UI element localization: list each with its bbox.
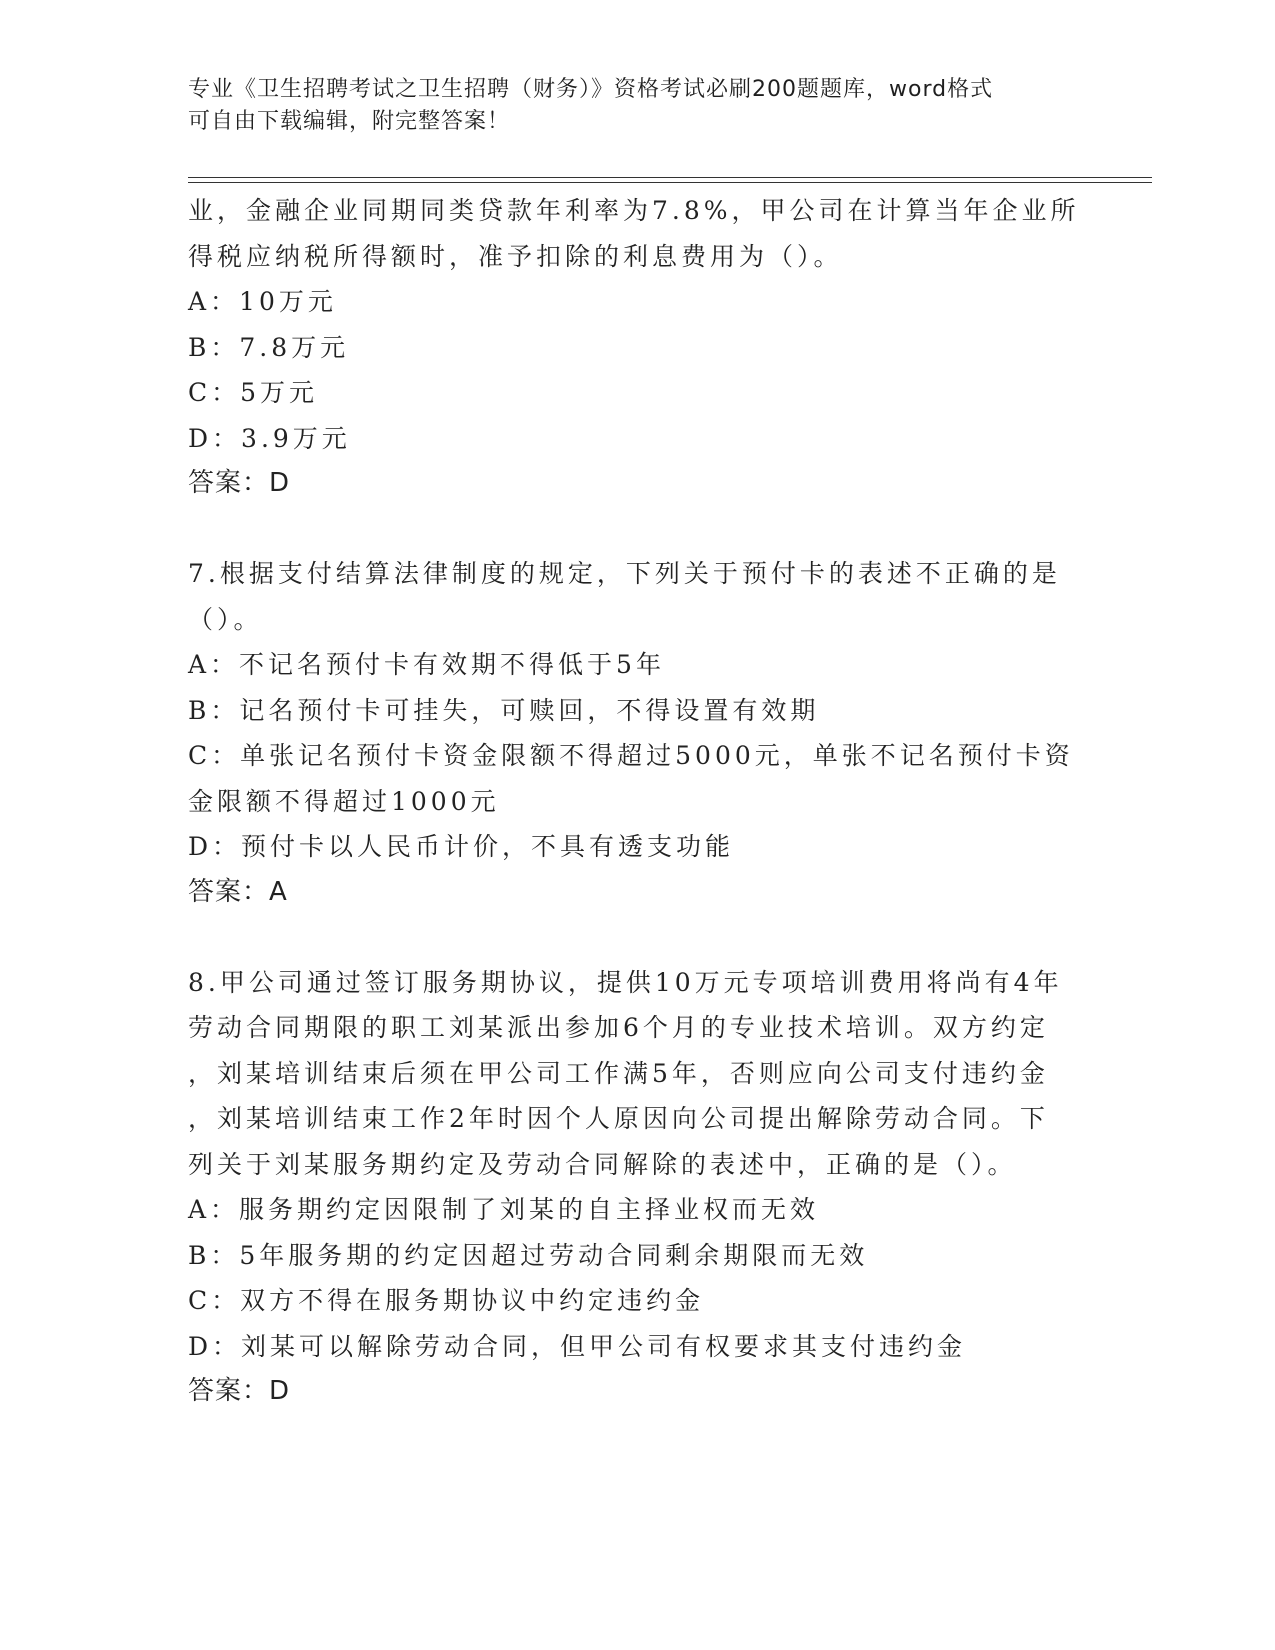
question-7-option-c-continued: 金限额不得超过1000元 (188, 786, 500, 816)
question-6-option-c: C：5万元 (188, 378, 319, 407)
question-6 (188, 188, 1088, 506)
question-7-answer: 答案：A (188, 876, 288, 907)
question-8-option-a: A：服务期约定因限制了刘某的自主择业权而无效 (188, 1195, 820, 1224)
question-7-option-c: C：单张记名预付卡资金限额不得超过5000元，单张不记名预付卡资 (188, 741, 1074, 770)
question-8-text-line: 列关于刘某服务期约定及劳动合同解除的表述中，正确的是（）。 (188, 1149, 1017, 1179)
question-8-text-line: 劳动合同期限的职工刘某派出参加6个月的专业技术培训。双方约定 (188, 1013, 1049, 1042)
question-8-option-d: D：刘某可以解除劳动合同，但甲公司有权要求其支付违约金 (188, 1331, 967, 1361)
question-8-option-c: C：双方不得在服务期协议中约定违约金 (188, 1286, 705, 1315)
question-8-text-line: ，刘某培训结束工作2年时因个人原因向公司提出解除劳动合同。下 (188, 1104, 1049, 1133)
question-8-text-line: ，刘某培训结束后须在甲公司工作满5年，否则应向公司支付违约金 (188, 1058, 1049, 1088)
question-6-text-line: 得税应纳税所得额时，准予扣除的利息费用为（）。 (188, 241, 843, 271)
document-body (188, 188, 1088, 1414)
question-7-option-b: B：记名预付卡可挂失，可赎回，不得设置有效期 (188, 695, 820, 725)
header-rule-bottom (188, 182, 1152, 183)
header-line-2: 可自由下载编辑，附完整答案！ (188, 109, 511, 134)
header-rule-top (188, 177, 1152, 178)
question-spacer (188, 506, 1088, 551)
header-line-1: 专业《卫生招聘考试之卫生招聘（财务）》资格考试必刷200题题库，word格式 (188, 77, 994, 102)
question-spacer (188, 915, 1088, 960)
question-7 (188, 551, 1088, 915)
question-8-answer: 答案：D (188, 1376, 291, 1406)
question-8-text-line: 8.甲公司通过签订服务期协议，提供10万元专项培训费用将尚有4年 (188, 967, 1063, 997)
document-header (188, 74, 1088, 138)
question-7-text-line: （）。 (188, 604, 263, 634)
question-7-text-line: 7.根据支付结算法律制度的规定，下列关于预付卡的表述不正确的是 (188, 559, 1061, 588)
question-8 (188, 960, 1088, 1415)
question-7-option-a: A：不记名预付卡有效期不得低于5年 (188, 650, 665, 679)
question-7-option-d: D：预付卡以人民币计价，不具有透支功能 (188, 832, 735, 861)
question-6-answer: 答案：D (188, 468, 291, 498)
question-6-option-a: A：10万元 (188, 287, 337, 316)
question-6-option-b: B：7.8万元 (188, 332, 350, 362)
question-8-option-b: B：5年服务期的约定因超过劳动合同剩余期限而无效 (188, 1240, 869, 1270)
question-6-text-line: 业，金融企业同期同类贷款年利率为7.8%，甲公司在计算当年企业所 (188, 196, 1080, 225)
question-6-option-d: D：3.9万元 (188, 423, 351, 453)
